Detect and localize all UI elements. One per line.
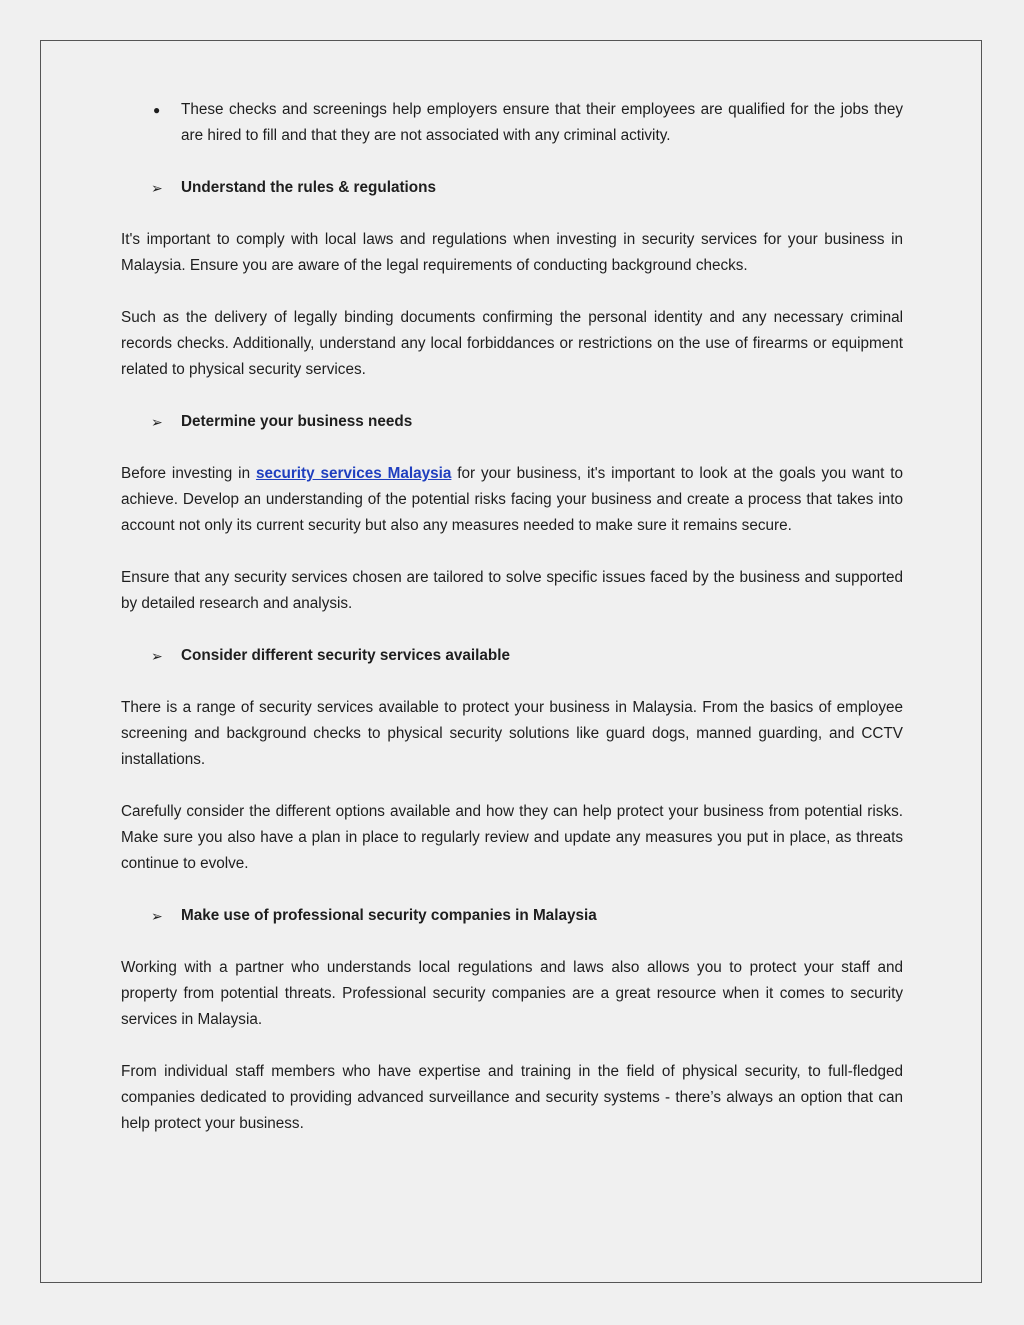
- paragraph-text-after-link: for your business, it's important to look at the goals you want to achieve. Develop an understanding of the potential risks facing your business and create a process that takes into account not only its current security but also any measures needed to make sure it remains secure.: [121, 465, 903, 534]
- arrow-bullet-icon: ➢: [151, 648, 163, 664]
- arrow-bullet-icon: ➢: [151, 908, 163, 924]
- arrow-bullet-icon: ➢: [151, 180, 163, 196]
- bullet-dot-icon: ●: [153, 103, 161, 117]
- document-body: [121, 97, 903, 1163]
- arrow-bullet-icon: ➢: [151, 414, 163, 430]
- paragraph-text-before-link: Before investing in: [121, 465, 256, 482]
- section-heading-text: Make use of professional security companies in Malaysia: [181, 907, 597, 924]
- paragraph: There is a range of security services available to protect your business in Malaysia. From the basics of employee screening and background checks to physical security solutions like guard dogs, manned guarding, and CCTV installations.: [121, 699, 903, 768]
- bullet-item: [121, 97, 903, 149]
- section-heading-services: [121, 643, 903, 669]
- paragraph: Carefully consider the different options available and how they can help protect your business from potential risks. Make sure you also have a plan in place to regularly review and update any measures you put in place, as threats continue to evolve.: [121, 803, 903, 872]
- security-services-malaysia-link[interactable]: security services Malaysia: [255, 465, 452, 482]
- paragraph: Ensure that any security services chosen are tailored to solve specific issues faced by the business and supported by detailed research and analysis.: [121, 569, 903, 612]
- document-page: [40, 40, 982, 1283]
- paragraph: It's important to comply with local laws and regulations when investing in security services for your business in Malaysia. Ensure you are aware of the legal requirements of conducting background checks.: [121, 231, 903, 274]
- section-heading-text: Understand the rules & regulations: [181, 179, 436, 196]
- paragraph: From individual staff members who have expertise and training in the field of physical security, to full-fledged companies dedicated to providing advanced surveillance and security systems - there’s always an option that can help protect your business.: [121, 1063, 903, 1132]
- paragraph: Working with a partner who understands local regulations and laws also allows you to protect your staff and property from potential threats. Professional security companies are a great resource when it comes to security services in Malaysia.: [121, 959, 903, 1028]
- section-heading-text: Consider different security services available: [181, 647, 511, 664]
- section-heading-rules: [121, 175, 903, 201]
- bullet-text: These checks and screenings help employers ensure that their employees are qualified for the jobs they are hired to fill and that they are not associated with any criminal activity.: [181, 101, 903, 144]
- section-heading-needs: [121, 409, 903, 435]
- paragraph: Such as the delivery of legally binding documents confirming the personal identity and any necessary criminal records checks. Additionally, understand any local forbiddances or restrictions on the use of firearms or equipment related to physical security services.: [121, 309, 903, 378]
- section-heading-companies: [121, 903, 903, 929]
- paragraph-with-link: [121, 461, 903, 539]
- section-heading-text: Determine your business needs: [181, 413, 413, 430]
